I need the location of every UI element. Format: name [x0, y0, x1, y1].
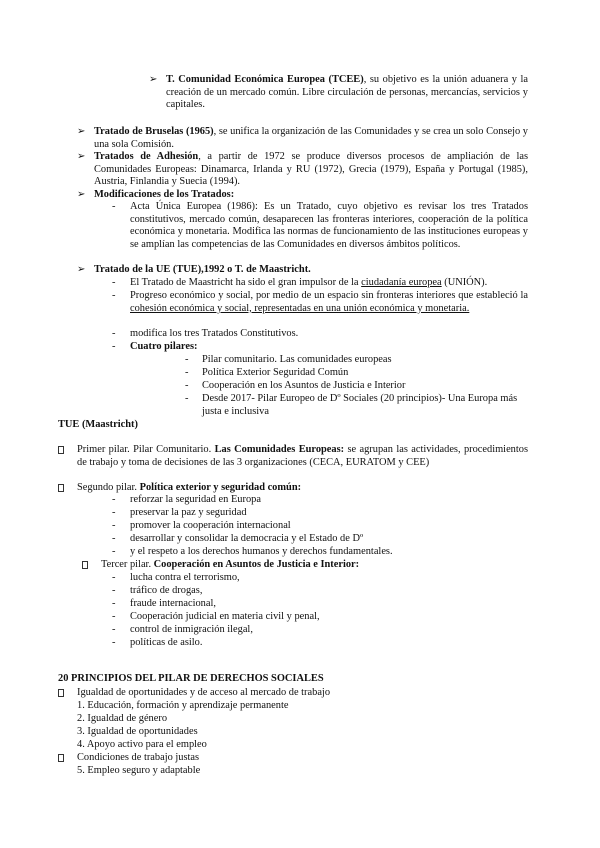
segundo-pilar-item: desarrollar y consolidar la democracia y el Estado de Dº: [130, 533, 364, 544]
principle-item: 1. Educación, formación y aprendizaje permanente: [77, 700, 289, 711]
bruselas-text: , se unifica la organización de las Comunidades y se crea un solo Consejo y una sola Comisión.: [94, 126, 528, 150]
maastricht-item-4: Cuatro pilares:: [130, 341, 198, 352]
acta-unica-item: Acta Única Europea (1986): Es un Tratado, cuyo objetivo es revisar los tres Tratados constitutivos, mercado común, desaparecen las fronteras interiores, cooperación de la política económica y monetaria. Modifica las normas de funcionamiento de las instituciones europeas y se amplían las competencias de las Comunidades en diversos ámbitos políticos.: [130, 201, 528, 250]
principle-item: 2. Igualdad de género: [77, 713, 168, 724]
maastricht-item-3: modifica los tres Tratados Constitutivos.: [130, 328, 299, 339]
dash-bullet: -: [185, 354, 189, 365]
dash-bullet: -: [112, 507, 116, 518]
dash-bullet: -: [112, 494, 116, 505]
tcee-text: , su objetivo es la unión aduanera y la creación de un mercado común. Libre circulación de personas, mercancías, servicios y capitales.: [166, 74, 528, 111]
dash-bullet: -: [112, 290, 116, 301]
tercer-pilar-item: Cooperación judicial en materia civil y penal,: [130, 611, 320, 622]
dash-bullet: -: [112, 201, 116, 212]
tercer-pilar-item: fraude internacional,: [130, 598, 216, 609]
adhesion-paragraph: [94, 151, 528, 189]
tcee-title: T. Comunidad Económica Europea (TCEE): [166, 74, 364, 85]
segundo-pilar-item: preservar la paz y seguridad: [130, 507, 247, 518]
tercer-pilar-item: políticas de asilo.: [130, 637, 203, 648]
dash-bullet: -: [112, 341, 116, 352]
arrow-bullet: ➢: [77, 126, 86, 137]
dash-bullet: -: [112, 546, 116, 557]
tue-heading: TUE (Maastricht): [58, 419, 138, 430]
pillar-item: Pilar comunitario. Las comunidades europeas: [202, 354, 392, 365]
tercer-pilar-item: control de inmigración ilegal,: [130, 624, 253, 635]
pillar-item: Política Exterior Seguridad Común: [202, 367, 349, 378]
dash-bullet: -: [112, 277, 116, 288]
tcee-paragraph: [166, 74, 528, 112]
checkbox-bullet-icon: [58, 689, 64, 697]
dash-bullet: -: [112, 611, 116, 622]
principles-heading: 20 PRINCIPIOS DEL PILAR DE DERECHOS SOCIALES: [58, 673, 324, 684]
principle-item: 4. Apoyo activo para el empleo: [77, 739, 207, 750]
checkbox-bullet-icon: [58, 484, 64, 492]
principles-group-2: Condiciones de trabajo justas: [77, 752, 200, 763]
dash-bullet: -: [112, 624, 116, 635]
dash-bullet: -: [112, 520, 116, 531]
arrow-bullet: ➢: [77, 151, 86, 162]
dash-bullet: -: [185, 393, 189, 404]
segundo-pilar-item: promover la cooperación internacional: [130, 520, 291, 531]
modificaciones-title: Modificaciones de los Tratados:: [94, 189, 235, 200]
pillar-item: Desde 2017- Pilar Europeo de Dº Sociales (20 principios)- Una Europa más justa e inclusiva: [202, 393, 518, 417]
adhesion-text: , a partir de 1972 se produce diversos procesos de ampliación de las Comunidades Europeas: Dinamarca, Irlanda y RU (1972), Grecia (1979), España y Portugal (1985), Austria, Finlandia y Suecia (1994).: [94, 151, 528, 188]
segundo-pilar-title: Segundo pilar. Política exterior y seguridad común:: [77, 482, 302, 493]
bruselas-paragraph: [94, 126, 528, 151]
arrow-bullet: ➢: [77, 264, 86, 275]
maastricht-item-1: El Tratado de Maastricht ha sido el gran impulsor de la ciudadanía europea (UNIÓN).: [130, 277, 488, 288]
arrow-bullet: ➢: [77, 189, 86, 200]
segundo-pilar-item: reforzar la seguridad en Europa: [130, 494, 261, 505]
tercer-pilar-title: Tercer pilar. Cooperación en Asuntos de Justicia e Interior:: [101, 559, 360, 570]
checkbox-bullet-icon: [58, 754, 64, 762]
segundo-pilar-item: y el respeto a los derechos humanos y derechos fundamentales.: [130, 546, 393, 557]
dash-bullet: -: [112, 598, 116, 609]
dash-bullet: -: [185, 380, 189, 391]
primer-pilar-paragraph: Primer pilar. Pilar Comunitario. Las Comunidades Europeas: se agrupan las actividades, procedimientos de trabajo y toma de decisiones de las 3 organizaciones (CECA, EURATOM y CEE): [77, 444, 529, 468]
dash-bullet: -: [112, 572, 116, 583]
tercer-pilar-item: lucha contra el terrorismo,: [130, 572, 240, 583]
dash-bullet: -: [112, 328, 116, 339]
tercer-pilar-item: tráfico de drogas,: [130, 585, 203, 596]
maastricht-title: Tratado de la UE (TUE),1992 o T. de Maastricht.: [94, 264, 311, 275]
adhesion-title: Tratados de Adhesión: [94, 151, 199, 162]
dash-bullet: -: [185, 367, 189, 378]
dash-bullet: -: [112, 637, 116, 648]
pillar-item: Cooperación en los Asuntos de Justicia e Interior: [202, 380, 406, 391]
maastricht-item-2: Progreso económico y social, por medio de un espacio sin fronteras interiores que estableció la cohesión económica y social, representadas en una unión económica y monetaria.: [130, 290, 528, 314]
checkbox-bullet-icon: [82, 561, 88, 569]
checkbox-bullet-icon: [58, 446, 64, 454]
principle-item: 3. Igualdad de oportunidades: [77, 726, 198, 737]
dash-bullet: -: [112, 533, 116, 544]
dash-bullet: -: [112, 585, 116, 596]
principle-item: 5. Empleo seguro y adaptable: [77, 765, 201, 776]
principles-group-1: Igualdad de oportunidades y de acceso al mercado de trabajo: [77, 687, 331, 698]
bruselas-title: Tratado de Bruselas (1965): [94, 126, 214, 137]
arrow-bullet: ➢: [149, 74, 158, 85]
